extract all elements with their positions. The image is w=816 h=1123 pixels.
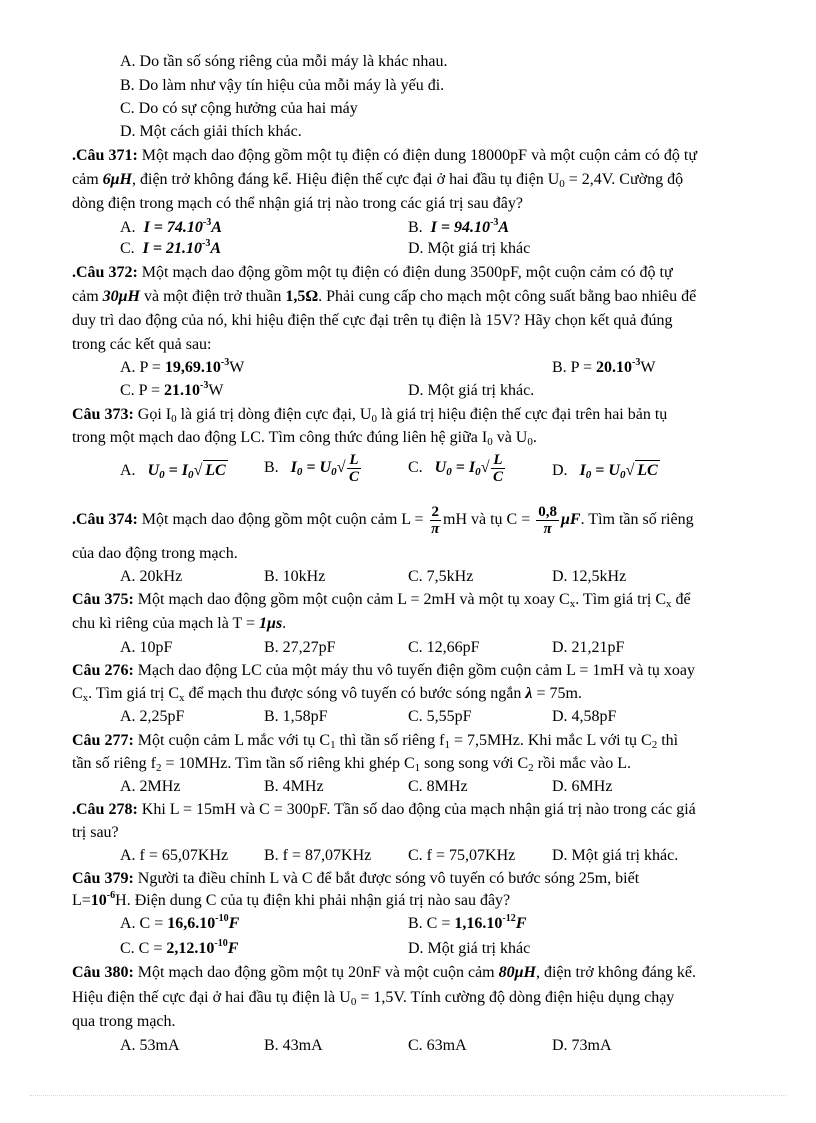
q379-text: H. Điện dung C của tụ điện khi phải nhận giá trị nào sau đây?	[115, 892, 511, 909]
q373-text: trong một mạch dao động LC. Tìm công thức đúng liên hệ giữa I	[72, 429, 488, 446]
subscript: x	[666, 598, 672, 610]
q372-resistance: 1,5Ω	[285, 288, 319, 305]
q379-text: Người ta điều chỉnh L và C để bắt được sóng vô tuyến có bước sóng 25m, biết	[133, 870, 640, 887]
unit: F	[227, 940, 239, 957]
subscript: x	[569, 598, 576, 610]
formula-c: $U_0 = I_0√$ $\frac{L}{C}$	[434, 452, 503, 485]
q375-text: .	[282, 615, 287, 632]
option-letter: A. C =	[120, 915, 168, 932]
unit: A	[498, 219, 510, 236]
option-value: I = 21.10	[142, 240, 203, 257]
option-d: D. Một cách giải thích khác.	[120, 123, 302, 140]
q278-line1	[72, 800, 696, 820]
q372-line2	[72, 287, 696, 307]
q375-period: 1μs	[259, 615, 283, 632]
q277-option-b: B. 4MHz	[264, 778, 324, 795]
option-letter: C.	[120, 240, 135, 257]
exponent: -3	[200, 380, 209, 391]
q379-option-a	[120, 914, 239, 934]
q373-text: là giá trị dòng điện cực đại, U	[176, 406, 372, 423]
q379-inductance: 10	[90, 892, 107, 909]
subscript: 2	[651, 739, 658, 751]
q373-text: Gọi I	[133, 406, 172, 423]
option-letter: A. P =	[120, 359, 165, 376]
q276-line2	[72, 684, 582, 704]
option-letter: D.	[552, 462, 568, 479]
q372-line3: duy trì dao động của nó, khi hiệu điện thế cực đại trên tụ điện là 15V? Hãy chọn kết quả đúng	[72, 312, 673, 329]
q278-option-d: D. Một giá trị khác.	[552, 847, 679, 864]
q372-text: Một mạch dao động gồm một tụ điện có điện dung 3500pF, một cuộn cảm có độ tự	[137, 264, 673, 281]
subscript: 0	[171, 413, 177, 425]
q373-line1	[72, 405, 667, 425]
q276-text: Mạch dao động LC của một máy thu vô tuyến điện gồm cuộn cảm L = 1mH và tụ xoay	[133, 662, 695, 679]
unit: W	[208, 382, 224, 399]
subscript: x	[82, 692, 89, 704]
formula-b: $I_0 = U_0√$ $\frac{L}{C}$	[290, 452, 359, 485]
q374-option-b: B. 10kHz	[264, 568, 326, 585]
q374-option-c: C. 7,5kHz	[408, 568, 474, 585]
q371-text: = 2,4V. Cường độ	[564, 171, 684, 188]
q372-inductance: 30μH	[102, 288, 140, 305]
exponent: -6	[106, 890, 116, 901]
q372-line4: trong các kết quả sau:	[72, 336, 212, 353]
option-letter: A.	[120, 462, 136, 479]
subscript: 0	[487, 436, 493, 448]
option-a: A. Do tần số sóng riêng của mỗi máy là khác nhau.	[120, 53, 448, 70]
unit: F	[228, 915, 240, 932]
option-letter: B.	[408, 219, 423, 236]
q375-option-d: D. 21,21pF	[552, 639, 625, 656]
q380-line1	[72, 963, 696, 983]
option-value: 21.10	[164, 382, 200, 399]
q371-option-b	[408, 218, 509, 238]
q371-option-a	[120, 218, 222, 238]
q374-option-a: A. 20kHz	[120, 568, 183, 585]
q374-label: .Câu 374:	[72, 511, 138, 528]
q375-option-c: C. 12,66pF	[408, 639, 480, 656]
formula-a: $U_0 = I_0√$ LC	[147, 462, 226, 481]
q380-line3: qua trong mạch.	[72, 1013, 176, 1030]
unit: W	[229, 359, 245, 376]
q371-line3: dòng điện trong mạch có thể nhận giá trị nào trong các giá trị sau đây?	[72, 195, 523, 212]
q371-text: Một mạch dao động gồm một tụ điện có điện dung 18000pF và một cuộn cảm có độ tự	[137, 147, 698, 164]
q372-text: . Phải cung cấp cho mạch một công suất bằng bao nhiêu để	[318, 288, 697, 305]
q277-text: thì tần số riêng f	[335, 732, 445, 749]
q374-line2: của dao động trong mạch.	[72, 545, 238, 562]
q380-text: Hiệu điện thế cực đại ở hai đầu tụ điện là U	[72, 989, 351, 1006]
unit: μF	[561, 511, 581, 528]
q276-text: C	[72, 685, 83, 702]
q380-text: , điện trở không đáng kể.	[535, 964, 696, 981]
q371-label: .Câu 371:	[72, 147, 138, 164]
subscript: 2	[528, 762, 534, 774]
q277-text: song song với C	[420, 755, 529, 772]
q373-option-c	[408, 452, 507, 485]
q276-option-c: C. 5,55pF	[408, 708, 472, 725]
q371-option-d: D. Một giá trị khác	[408, 240, 531, 257]
subscript: 1	[330, 739, 336, 751]
lambda-symbol: λ	[525, 685, 533, 702]
q277-label: Câu 277:	[72, 732, 134, 749]
q375-line1	[72, 590, 691, 610]
q371-inductance: 6μH	[102, 171, 132, 188]
q373-text: .	[532, 429, 537, 446]
q372-text: cảm	[72, 288, 103, 305]
q375-text: Một mạch dao động gồm một cuộn cảm L = 2mH và một tụ xoay C	[133, 591, 570, 608]
option-value: 19,69.10	[164, 359, 221, 376]
q373-option-d	[552, 460, 660, 481]
q276-text: để mạch thu được sóng vô tuyến có bước sóng ngắn	[184, 685, 526, 702]
q277-line2	[72, 754, 631, 774]
q371-line1	[72, 146, 697, 166]
q277-option-a: A. 2MHz	[120, 778, 181, 795]
q276-label: Câu 276:	[72, 662, 134, 679]
subscript: 2	[155, 762, 162, 774]
q375-text: chu kì riêng của mạch là T =	[72, 615, 260, 632]
q277-text: = 7,5MHz. Khi mắc L với tụ C	[449, 732, 652, 749]
q277-option-c: C. 8MHz	[408, 778, 468, 795]
exponent: -10	[214, 938, 228, 949]
q373-option-b	[264, 452, 363, 485]
q277-text: tần số riêng f	[72, 755, 156, 772]
q278-option-c: C. f = 75,07KHz	[408, 847, 516, 864]
option-value: 1,16.10	[454, 915, 503, 932]
q278-label: .Câu 278:	[72, 801, 138, 818]
option-c: C. Do có sự cộng hưởng của hai máy	[120, 100, 358, 117]
q375-label: Câu 375:	[72, 591, 134, 608]
q380-text: = 1,5V. Tính cường độ dòng điện hiệu dụng chạy	[356, 989, 675, 1006]
option-letter: C. P =	[120, 382, 164, 399]
q374-option-d: D. 12,5kHz	[552, 568, 627, 585]
q371-text: cảm	[72, 171, 103, 188]
q375-option-b: B. 27,27pF	[264, 639, 336, 656]
q372-option-c	[120, 381, 223, 401]
q372-text: và một điện trở thuần	[140, 288, 286, 305]
option-value: I = 94.10	[430, 219, 491, 236]
subscript: 0	[559, 178, 565, 190]
exponent: -3	[632, 357, 641, 368]
unit: A	[211, 219, 222, 236]
q379-option-d: D. Một giá trị khác	[408, 940, 531, 957]
option-letter: B. P =	[552, 359, 596, 376]
option-letter: C.	[408, 459, 423, 477]
exponent: -10	[215, 913, 229, 924]
q379-line1	[72, 869, 639, 889]
q373-text: và U	[492, 429, 528, 446]
q373-label: Câu 373:	[72, 406, 134, 423]
option-value: I = 74.10	[143, 219, 203, 236]
q277-text: rồi mắc vào L.	[533, 755, 631, 772]
q277-line1	[72, 731, 678, 751]
exponent: -3	[490, 217, 499, 228]
q371-text: , điện trở không đáng kể. Hiệu điện thế cực đại ở hai đầu tụ điện U	[132, 171, 560, 188]
q276-line1	[72, 661, 695, 681]
subscript: 1	[444, 739, 450, 751]
subscript: 0	[527, 436, 533, 448]
q380-inductance: 80μH	[498, 964, 536, 981]
q277-text: = 10MHz. Tìm tần số riêng khi ghép C	[161, 755, 415, 772]
q375-text: . Tìm giá trị C	[575, 591, 667, 608]
option-value: 20.10	[596, 359, 632, 376]
q380-line2	[72, 988, 674, 1008]
exponent: -3	[202, 238, 211, 249]
q276-option-a: A. 2,25pF	[120, 708, 185, 725]
q380-option-d: D. 73mA	[552, 1037, 612, 1054]
exponent: -3	[220, 357, 230, 368]
option-b: B. Do làm như vậy tín hiệu của mỗi máy là yếu đi.	[120, 77, 445, 94]
q278-option-a: A. f = 65,07KHz	[120, 847, 229, 864]
q374-text: Một mạch dao động gồm một cuộn cảm L =	[137, 511, 428, 528]
q375-line2	[72, 614, 286, 634]
q372-line1	[72, 263, 673, 283]
q276-option-b: B. 1,58pF	[264, 708, 328, 725]
q277-text: thì	[657, 732, 679, 749]
subscript: 1	[414, 762, 421, 774]
formula-d: $I_0 = U_0√$ LC	[579, 462, 658, 481]
q379-option-c	[120, 939, 238, 959]
q379-label: Câu 379:	[72, 870, 134, 887]
q374-text: . Tìm tần số riêng	[580, 511, 694, 528]
subscript: x	[178, 692, 185, 704]
exponent: -3	[202, 217, 212, 228]
q374-text: mH và tụ C =	[443, 511, 535, 528]
q373-line2	[72, 428, 537, 448]
q372-label: .Câu 372:	[72, 264, 138, 281]
q372-option-b	[552, 358, 655, 378]
q374-line1	[72, 503, 694, 537]
q372-option-a	[120, 358, 244, 378]
q380-option-a: A. 53mA	[120, 1037, 180, 1054]
q373-option-a	[120, 460, 228, 481]
page-footer-divider	[30, 1095, 786, 1096]
q379-text: L=	[72, 892, 91, 909]
q380-option-c: C. 63mA	[408, 1037, 467, 1054]
fraction: $\frac{0,8}{\pi}$	[538, 503, 557, 537]
q371-line2	[72, 170, 683, 190]
option-letter: A.	[120, 219, 136, 236]
option-value: 2,12.10	[166, 940, 215, 957]
q375-text: để	[671, 591, 691, 608]
q278-line2: trị sau?	[72, 824, 119, 841]
option-letter: B. C =	[408, 915, 455, 932]
unit: F	[515, 915, 527, 932]
q278-option-b: B. f = 87,07KHz	[264, 847, 372, 864]
q277-option-d: D. 6MHz	[552, 778, 613, 795]
q371-option-c	[120, 239, 221, 259]
subscript: 0	[371, 413, 377, 425]
q276-text: . Tìm giá trị C	[88, 685, 179, 702]
q372-option-d: D. Một giá trị khác.	[408, 382, 535, 399]
q278-text: Khi L = 15mH và C = 300pF. Tần số dao động của mạch nhận giá trị nào trong các giá	[137, 801, 696, 818]
q373-text: là giá trị hiệu điện thế cực đại trên hai bản tụ	[376, 406, 668, 423]
exponent: -12	[502, 913, 516, 924]
option-letter: B.	[264, 459, 279, 477]
fraction: $\frac{2}{\pi}$	[431, 503, 440, 537]
q277-text: Một cuộn cảm L mắc với tụ C	[133, 732, 331, 749]
option-letter: C. C =	[120, 940, 167, 957]
q379-option-b	[408, 914, 526, 934]
unit: W	[640, 359, 656, 376]
q375-option-a: A. 10pF	[120, 639, 173, 656]
q380-option-b: B. 43mA	[264, 1037, 323, 1054]
subscript: 0	[350, 996, 357, 1008]
option-value: 16,6.10	[167, 915, 216, 932]
q276-text: = 75m.	[532, 685, 582, 702]
q380-label: Câu 380:	[72, 964, 134, 981]
q380-text: Một mạch dao động gồm một tụ 20nF và một cuộn cảm	[133, 964, 499, 981]
q379-line2	[72, 891, 510, 911]
q276-option-d: D. 4,58pF	[552, 708, 617, 725]
unit: A	[210, 240, 222, 257]
